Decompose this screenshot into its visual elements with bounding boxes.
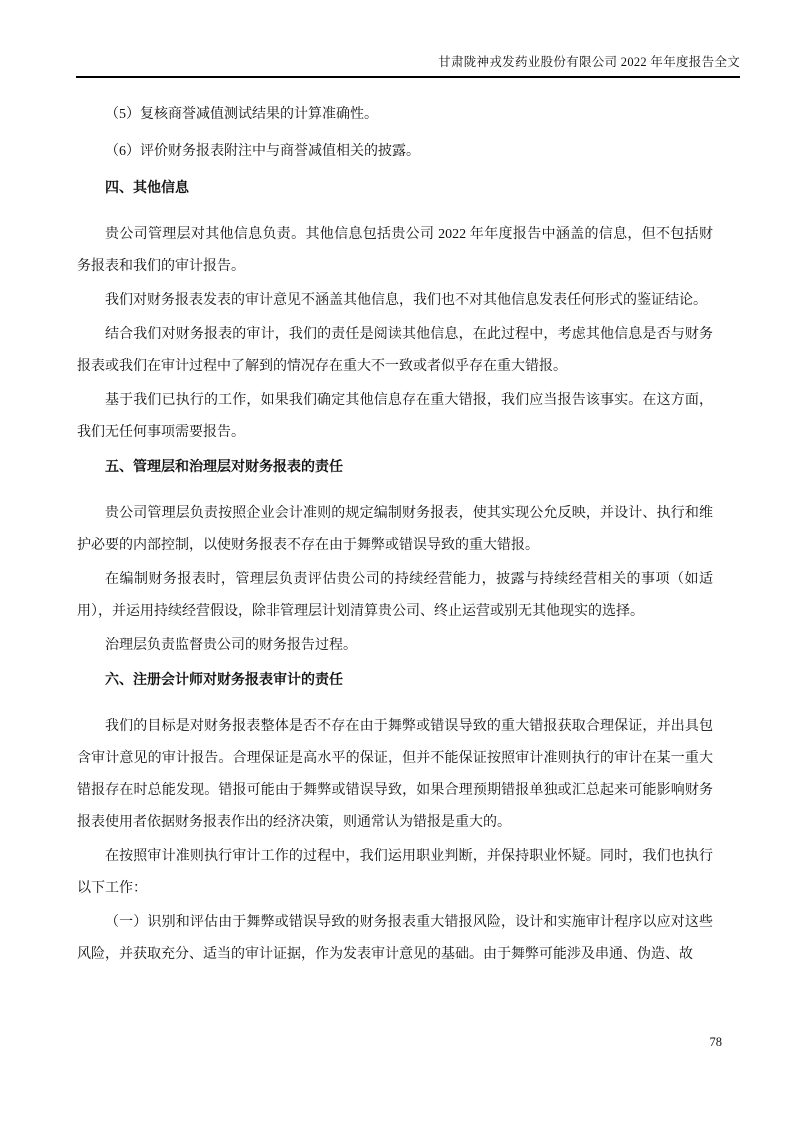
section-heading: 四、其他信息 (105, 181, 189, 196)
paragraph: 贵公司管理层对其他信息负责。其他信息包括贵公司 2022 年年度报告中涵盖的信息，但不包括财务报表和我们的审计报告。 (77, 227, 713, 274)
header-rule (76, 76, 740, 78)
section-heading: 六、注册会计师对财务报表审计的责任 (105, 673, 343, 688)
section-heading: 五、管理层和治理层对财务报表的责任 (105, 460, 343, 475)
page-number: 78 (709, 1035, 722, 1049)
list-item-paragraph: （6）评价财务报表附注中与商誉减值相关的披露。 (105, 144, 420, 159)
page-header (76, 54, 740, 70)
paragraph: （一）识别和评估由于舞弊或错误导致的财务报表重大错报风险，设计和实施审计程序以应对这些风险，并获取充分、适当的审计证据，作为发表审计意见的基础。由于舞弊可能涉及串通、伪造、故 (77, 915, 713, 962)
document-body (77, 99, 713, 973)
paragraph: 我们的目标是对财务报表整体是否不存在由于舞弊或错误导致的重大错报获取合理保证，并出具包含审计意见的审计报告。合理保证是高水平的保证，但并不能保证按照审计准则执行的审计在某一重大错报存在时总能发现。错报可能由于舞弊或错误导致，如果合理预期错报单独或汇总起来可能影响财务报表使用者依据财务报表作出的经济决策，则通常认为错报是重大的。 (77, 719, 713, 830)
paragraph: 在编制财务报表时，管理层负责评估贵公司的持续经营能力，披露与持续经营相关的事项（如适用），并运用持续经营假设，除非管理层计划清算贵公司、终止运营或别无其他现实的选择。 (77, 572, 713, 619)
paragraph: 贵公司管理层负责按照企业会计准则的规定编制财务报表，使其实现公允反映，并设计、执行和维护必要的内部控制，以使财务报表不存在由于舞弊或错误导致的重大错报。 (77, 506, 713, 553)
paragraph: 在按照审计准则执行审计工作的过程中，我们运用职业判断，并保持职业怀疑。同时，我们也执行以下工作： (77, 849, 713, 896)
header-title: 甘肃陇神戎发药业股份有限公司 2022 年年度报告全文 (438, 55, 740, 69)
paragraph: 结合我们对财务报表的审计，我们的责任是阅读其他信息，在此过程中，考虑其他信息是否与财务报表或我们在审计过程中了解到的情况存在重大不一致或者似乎存在重大错报。 (77, 327, 713, 374)
paragraph: 治理层负责监督贵公司的财务报告过程。 (105, 638, 357, 653)
paragraph: 基于我们已执行的工作，如果我们确定其他信息存在重大错报，我们应当报告该事实。在这方面，我们无任何事项需要报告。 (77, 393, 713, 440)
paragraph: 我们对财务报表发表的审计意见不涵盖其他信息，我们也不对其他信息发表任何形式的鉴证结论。 (105, 293, 707, 308)
list-item-paragraph: （5）复核商誉减值测试结果的计算准确性。 (105, 107, 378, 122)
